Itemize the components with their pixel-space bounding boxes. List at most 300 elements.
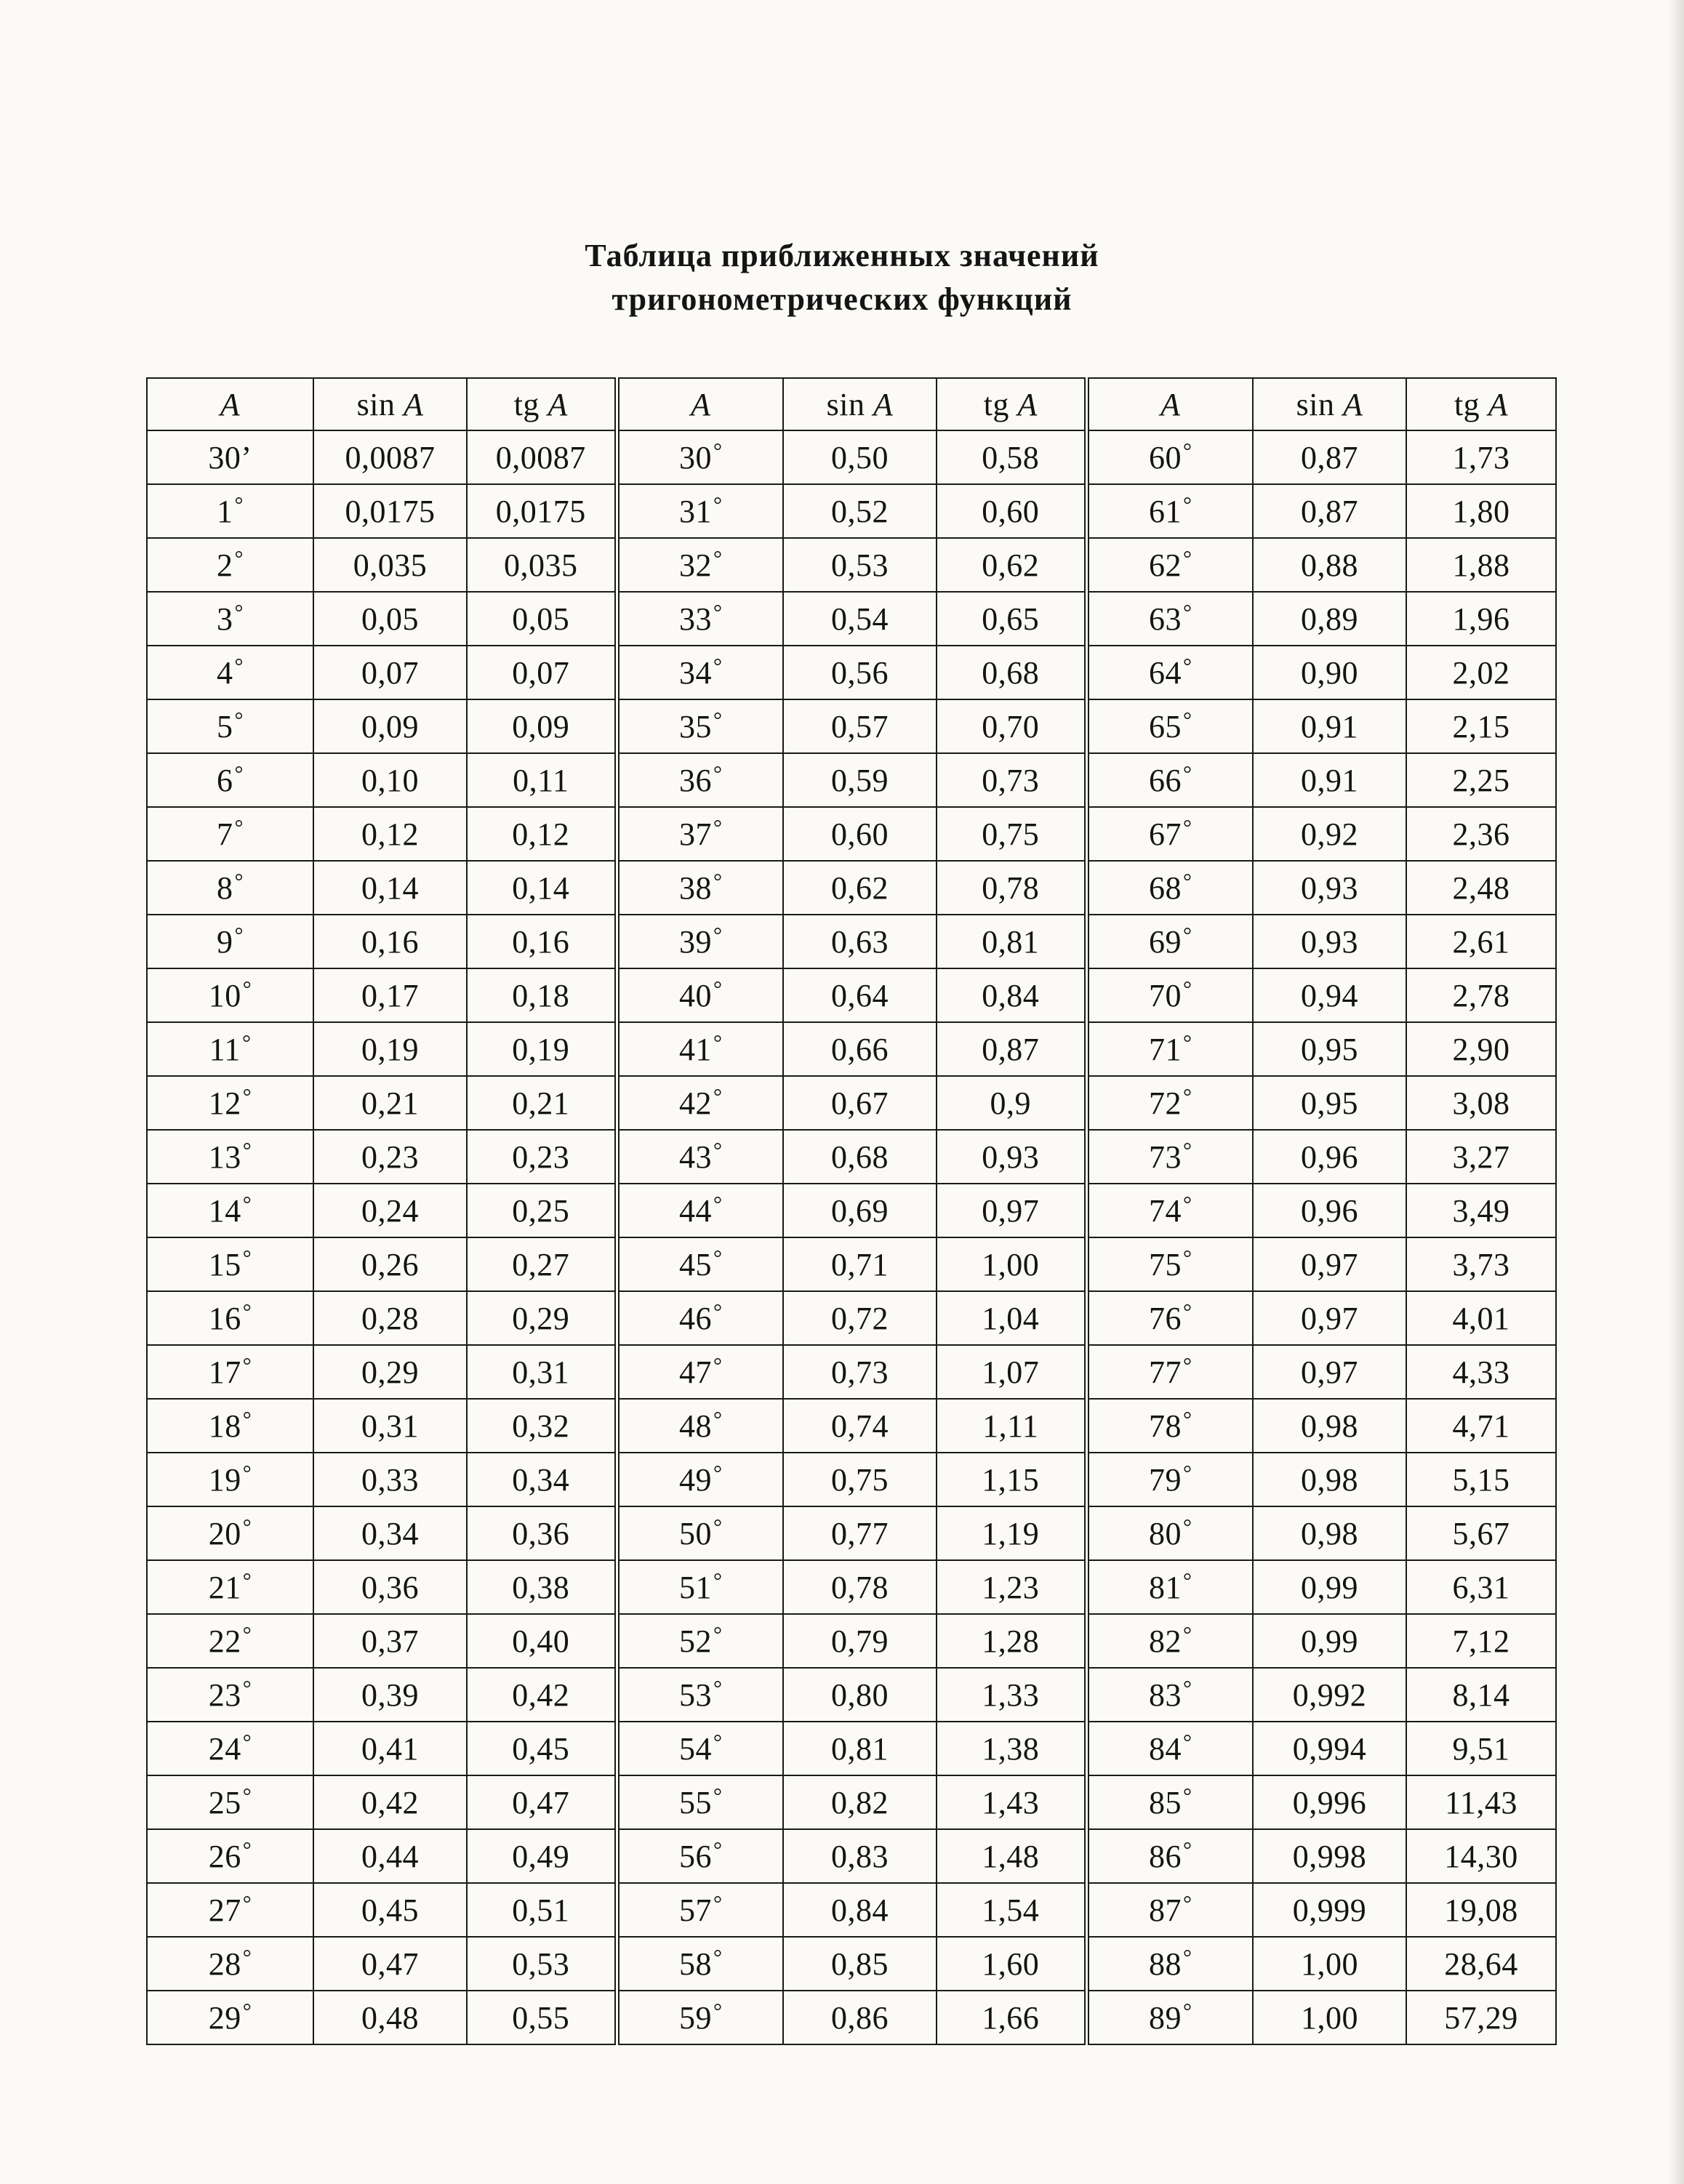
sin-cell: 0,83 [783, 1829, 937, 1883]
angle-cell [1086, 1453, 1253, 1506]
angle-cell [147, 1883, 313, 1937]
degree-mark: ° [234, 707, 244, 732]
tg-cell: 0,53 [467, 1937, 617, 1991]
angle-value: 46 [679, 1300, 712, 1336]
sin-cell: 0,69 [783, 1184, 937, 1237]
angle-cell [617, 1237, 783, 1291]
sin-cell: 0,19 [313, 1022, 467, 1076]
degree-mark: ° [234, 600, 244, 625]
header-angle-label: A [1160, 386, 1181, 422]
table-row [147, 807, 1556, 861]
degree-mark: ° [713, 1622, 723, 1647]
header-sin-prefix: sin [826, 386, 865, 422]
angle-value: 61 [1149, 493, 1182, 529]
angle-cell [617, 430, 783, 484]
degree-mark: ° [713, 1730, 723, 1754]
degree-mark: ° [242, 1837, 252, 1862]
degree-mark: ° [1183, 1461, 1192, 1485]
angle-value: 35 [679, 708, 712, 744]
angle-cell [147, 1775, 313, 1829]
angle-cell [617, 1991, 783, 2044]
degree-mark: ° [1183, 1299, 1192, 1324]
angle-cell [147, 1829, 313, 1883]
angle-cell [1086, 968, 1253, 1022]
header-tg-prefix: tg [983, 386, 1009, 422]
sin-cell: 0,035 [313, 538, 467, 592]
degree-mark: ° [242, 1730, 252, 1754]
degree-mark: ° [1183, 1138, 1192, 1163]
header-sin-var: A [1342, 386, 1363, 422]
sin-cell: 0,78 [783, 1560, 937, 1614]
tg-cell: 0,9 [937, 1076, 1086, 1130]
sin-cell: 0,60 [783, 807, 937, 861]
tg-cell: 2,78 [1406, 968, 1556, 1022]
angle-value: 41 [679, 1031, 712, 1067]
tg-cell: 0,14 [467, 861, 617, 915]
angle-value: 12 [208, 1085, 241, 1121]
angle-value: 15 [208, 1246, 241, 1282]
tg-cell: 1,66 [937, 1991, 1086, 2044]
sin-cell: 0,36 [313, 1560, 467, 1614]
tg-cell: 6,31 [1406, 1560, 1556, 1614]
angle-value: 68 [1149, 870, 1182, 906]
degree-mark: ° [713, 1299, 723, 1324]
angle-value: 17 [208, 1354, 241, 1390]
angle-value: 25 [208, 1784, 241, 1820]
angle-value: 47 [679, 1354, 712, 1390]
angle-value: 34 [679, 654, 712, 691]
sin-cell: 0,98 [1253, 1399, 1406, 1453]
table-row [147, 1722, 1556, 1775]
angle-cell [1086, 1668, 1253, 1722]
tg-cell: 0,78 [937, 861, 1086, 915]
angle-value: 45 [679, 1246, 712, 1282]
angle-value: 73 [1149, 1139, 1182, 1175]
tg-cell: 2,02 [1406, 646, 1556, 699]
sin-cell: 0,41 [313, 1722, 467, 1775]
angle-value: 86 [1149, 1838, 1182, 1874]
degree-mark: ° [713, 600, 723, 625]
degree-mark: ° [713, 1084, 723, 1109]
tg-cell: 0,58 [937, 430, 1086, 484]
degree-mark: ° [242, 1999, 252, 2023]
angle-value: 27 [208, 1892, 241, 1928]
table-row [147, 1614, 1556, 1668]
sin-cell: 0,48 [313, 1991, 467, 2044]
angle-value: 29 [208, 1999, 241, 2036]
angle-value: 84 [1149, 1730, 1182, 1767]
degree-mark: ° [713, 1568, 723, 1593]
angle-cell [617, 538, 783, 592]
angle-cell [1086, 915, 1253, 968]
degree-mark: ° [1183, 1407, 1192, 1432]
angle-value: 7 [217, 816, 233, 852]
angle-cell [147, 646, 313, 699]
degree-mark: ° [1183, 1837, 1192, 1862]
angle-value: 65 [1149, 708, 1182, 744]
degree-mark: ° [1183, 438, 1192, 463]
angle-value: 32 [679, 547, 712, 583]
angle-cell [1086, 1775, 1253, 1829]
tg-cell: 0,29 [467, 1291, 617, 1345]
angle-cell [617, 1022, 783, 1076]
tg-cell: 0,05 [467, 592, 617, 646]
tg-cell: 0,31 [467, 1345, 617, 1399]
table-row [147, 592, 1556, 646]
sin-cell: 0,21 [313, 1076, 467, 1130]
sin-cell: 0,0175 [313, 484, 467, 538]
angle-cell [147, 1937, 313, 1991]
tg-cell: 57,29 [1406, 1991, 1556, 2044]
sin-cell: 1,00 [1253, 1991, 1406, 2044]
angle-value: 53 [679, 1677, 712, 1713]
sin-cell: 0,95 [1253, 1022, 1406, 1076]
sin-cell: 0,93 [1253, 915, 1406, 968]
angle-cell [1086, 538, 1253, 592]
angle-cell [147, 699, 313, 753]
degree-mark: ° [1183, 1783, 1192, 1808]
tg-cell: 0,68 [937, 646, 1086, 699]
sin-cell: 0,75 [783, 1453, 937, 1506]
angle-cell [1086, 1560, 1253, 1614]
angle-value: 3 [217, 601, 233, 637]
table-row [147, 968, 1556, 1022]
degree-mark: ° [242, 1353, 252, 1378]
sin-cell: 0,29 [313, 1345, 467, 1399]
angle-cell [617, 807, 783, 861]
degree-mark: ° [1183, 815, 1192, 840]
angle-cell [617, 1291, 783, 1345]
angle-cell [147, 915, 313, 968]
tg-cell: 0,87 [937, 1022, 1086, 1076]
tg-cell: 1,28 [937, 1614, 1086, 1668]
tg-cell: 0,23 [467, 1130, 617, 1184]
header-sin-var: A [873, 386, 894, 422]
sin-cell: 0,42 [313, 1775, 467, 1829]
sin-cell: 0,84 [783, 1883, 937, 1937]
sin-cell: 0,64 [783, 968, 937, 1022]
angle-value: 30’ [208, 439, 252, 475]
sin-cell: 0,44 [313, 1829, 467, 1883]
sin-cell: 0,994 [1253, 1722, 1406, 1775]
tg-cell: 0,0175 [467, 484, 617, 538]
header-sin [313, 378, 467, 430]
page-title-line-2: тригонометрических функций [612, 281, 1072, 317]
angle-cell [617, 968, 783, 1022]
sin-cell: 1,00 [1253, 1937, 1406, 1991]
sin-cell: 0,90 [1253, 646, 1406, 699]
angle-value: 37 [679, 816, 712, 852]
degree-mark: ° [234, 654, 244, 678]
angle-value: 59 [679, 1999, 712, 2036]
angle-value: 60 [1149, 439, 1182, 475]
tg-cell: 4,33 [1406, 1345, 1556, 1399]
angle-value: 67 [1149, 816, 1182, 852]
degree-mark: ° [1183, 492, 1192, 517]
angle-cell [617, 1883, 783, 1937]
sin-cell: 0,79 [783, 1614, 937, 1668]
angle-cell [1086, 592, 1253, 646]
sin-cell: 0,39 [313, 1668, 467, 1722]
degree-mark: ° [713, 1837, 723, 1862]
tg-cell: 3,08 [1406, 1076, 1556, 1130]
tg-cell: 0,51 [467, 1883, 617, 1937]
sin-cell: 0,34 [313, 1506, 467, 1560]
degree-mark: ° [242, 1622, 252, 1647]
angle-value: 43 [679, 1139, 712, 1175]
angle-cell [147, 430, 313, 484]
tg-cell: 1,73 [1406, 430, 1556, 484]
degree-mark: ° [242, 1245, 252, 1270]
tg-cell: 1,04 [937, 1291, 1086, 1345]
degree-mark: ° [1183, 600, 1192, 625]
angle-cell [617, 1130, 783, 1184]
tg-cell: 2,48 [1406, 861, 1556, 915]
tg-cell: 0,19 [467, 1022, 617, 1076]
angle-value: 55 [679, 1784, 712, 1820]
sin-cell: 0,73 [783, 1345, 937, 1399]
table-row [147, 1345, 1556, 1399]
table-row [147, 1775, 1556, 1829]
degree-mark: ° [1183, 1084, 1192, 1109]
header-sin-prefix: sin [1296, 386, 1335, 422]
tg-cell: 5,15 [1406, 1453, 1556, 1506]
sin-cell: 0,87 [1253, 430, 1406, 484]
angle-value: 89 [1149, 1999, 1182, 2036]
angle-cell [147, 1345, 313, 1399]
sin-cell: 0,992 [1253, 1668, 1406, 1722]
sin-cell: 0,09 [313, 699, 467, 753]
angle-cell [1086, 1184, 1253, 1237]
sin-cell: 0,71 [783, 1237, 937, 1291]
tg-cell: 0,035 [467, 538, 617, 592]
page-title-line-1: Таблица приближенных значений [585, 238, 1099, 273]
tg-cell: 0,21 [467, 1076, 617, 1130]
angle-cell [617, 1399, 783, 1453]
angle-cell [147, 861, 313, 915]
degree-mark: ° [242, 1945, 252, 1970]
header-tg-prefix: tg [513, 386, 540, 422]
tg-cell: 0,18 [467, 968, 617, 1022]
degree-mark: ° [242, 1084, 252, 1109]
sin-cell: 0,86 [783, 1991, 937, 2044]
degree-mark: ° [713, 1999, 723, 2023]
table-row [147, 1883, 1556, 1937]
sin-cell: 0,59 [783, 753, 937, 807]
tg-cell: 1,23 [937, 1560, 1086, 1614]
degree-mark: ° [713, 1030, 723, 1055]
angle-cell [147, 1399, 313, 1453]
angle-value: 62 [1149, 547, 1182, 583]
header-tg-prefix: tg [1454, 386, 1480, 422]
angle-cell [1086, 1291, 1253, 1345]
table-row [147, 861, 1556, 915]
degree-mark: ° [713, 438, 723, 463]
table-header-row [147, 378, 1556, 430]
tg-cell: 19,08 [1406, 1883, 1556, 1937]
degree-mark: ° [713, 654, 723, 678]
angle-value: 18 [208, 1408, 241, 1444]
sin-cell: 0,31 [313, 1399, 467, 1453]
degree-mark: ° [242, 1783, 252, 1808]
sin-cell: 0,77 [783, 1506, 937, 1560]
sin-cell: 0,24 [313, 1184, 467, 1237]
degree-mark: ° [713, 1891, 723, 1916]
degree-mark: ° [234, 869, 244, 894]
sin-cell: 0,99 [1253, 1560, 1406, 1614]
table-row [147, 1991, 1556, 2044]
degree-mark: ° [713, 1514, 723, 1539]
tg-cell: 1,48 [937, 1829, 1086, 1883]
degree-mark: ° [242, 976, 252, 1001]
degree-mark: ° [234, 492, 244, 517]
degree-mark: ° [1183, 1891, 1192, 1916]
angle-value: 38 [679, 870, 712, 906]
angle-value: 88 [1149, 1946, 1182, 1982]
header-tg-var: A [548, 386, 568, 422]
degree-mark: ° [1183, 761, 1192, 786]
angle-value: 51 [679, 1569, 712, 1605]
table-row [147, 1937, 1556, 1991]
degree-mark: ° [713, 815, 723, 840]
sin-cell: 0,996 [1253, 1775, 1406, 1829]
angle-cell [147, 1184, 313, 1237]
angle-cell [147, 1614, 313, 1668]
tg-cell: 0,0087 [467, 430, 617, 484]
sin-cell: 0,94 [1253, 968, 1406, 1022]
sin-cell: 0,93 [1253, 861, 1406, 915]
angle-cell [147, 1291, 313, 1345]
degree-mark: ° [234, 761, 244, 786]
angle-value: 70 [1149, 977, 1182, 1013]
angle-cell [617, 861, 783, 915]
angle-value: 58 [679, 1946, 712, 1982]
tg-cell: 1,60 [937, 1937, 1086, 1991]
table-body [147, 430, 1556, 2044]
angle-cell [617, 915, 783, 968]
trig-table [146, 377, 1557, 2045]
degree-mark: ° [713, 976, 723, 1001]
sin-cell: 0,12 [313, 807, 467, 861]
tg-cell: 0,97 [937, 1184, 1086, 1237]
angle-value: 11 [209, 1031, 241, 1067]
header-tg-var: A [1017, 386, 1038, 422]
sin-cell: 0,50 [783, 430, 937, 484]
angle-value: 21 [208, 1569, 241, 1605]
degree-mark: ° [242, 1461, 252, 1485]
tg-cell: 28,64 [1406, 1937, 1556, 1991]
angle-value: 19 [208, 1461, 241, 1498]
angle-value: 20 [208, 1515, 241, 1551]
tg-cell: 1,33 [937, 1668, 1086, 1722]
degree-mark: ° [713, 707, 723, 732]
degree-mark: ° [1183, 1514, 1192, 1539]
angle-value: 57 [679, 1892, 712, 1928]
angle-cell [1086, 1022, 1253, 1076]
angle-value: 31 [679, 493, 712, 529]
angle-value: 74 [1149, 1192, 1182, 1229]
sin-cell: 0,92 [1253, 807, 1406, 861]
angle-cell [617, 1506, 783, 1560]
degree-mark: ° [1183, 546, 1192, 571]
angle-cell [1086, 861, 1253, 915]
degree-mark: ° [1183, 1676, 1192, 1701]
sin-cell: 0,23 [313, 1130, 467, 1184]
sin-cell: 0,45 [313, 1883, 467, 1937]
angle-cell [1086, 1076, 1253, 1130]
degree-mark: ° [234, 546, 244, 571]
degree-mark: ° [713, 761, 723, 786]
degree-mark: ° [713, 546, 723, 571]
angle-cell [1086, 1883, 1253, 1937]
sin-cell: 0,81 [783, 1722, 937, 1775]
degree-mark: ° [234, 815, 244, 840]
angle-cell [1086, 699, 1253, 753]
table-row [147, 699, 1556, 753]
sin-cell: 0,91 [1253, 699, 1406, 753]
sin-cell: 0,96 [1253, 1130, 1406, 1184]
tg-cell: 4,71 [1406, 1399, 1556, 1453]
sin-cell: 0,10 [313, 753, 467, 807]
angle-value: 16 [208, 1300, 241, 1336]
tg-cell: 2,15 [1406, 699, 1556, 753]
angle-value: 54 [679, 1730, 712, 1767]
sin-cell: 0,95 [1253, 1076, 1406, 1130]
sin-cell: 0,57 [783, 699, 937, 753]
angle-cell [1086, 1399, 1253, 1453]
tg-cell: 2,36 [1406, 807, 1556, 861]
degree-mark: ° [241, 1030, 252, 1055]
sin-cell: 0,68 [783, 1130, 937, 1184]
header-angle [1086, 378, 1253, 430]
angle-value: 79 [1149, 1461, 1182, 1498]
degree-mark: ° [1183, 869, 1192, 894]
angle-cell [147, 753, 313, 807]
degree-mark: ° [1183, 1730, 1192, 1754]
tg-cell: 0,11 [467, 753, 617, 807]
angle-value: 26 [208, 1838, 241, 1874]
tg-cell: 4,01 [1406, 1291, 1556, 1345]
degree-mark: ° [1183, 1353, 1192, 1378]
degree-mark: ° [713, 1783, 723, 1808]
angle-cell [617, 1453, 783, 1506]
header-sin-prefix: sin [356, 386, 396, 422]
sin-cell: 0,98 [1253, 1506, 1406, 1560]
tg-cell: 8,14 [1406, 1668, 1556, 1722]
tg-cell: 1,88 [1406, 538, 1556, 592]
angle-value: 78 [1149, 1408, 1182, 1444]
angle-cell [147, 1722, 313, 1775]
degree-mark: ° [1183, 1945, 1192, 1970]
sin-cell: 0,14 [313, 861, 467, 915]
header-sin [1253, 378, 1406, 430]
sin-cell: 0,87 [1253, 484, 1406, 538]
sin-cell: 0,85 [783, 1937, 937, 1991]
tg-cell: 0,45 [467, 1722, 617, 1775]
tg-cell: 0,38 [467, 1560, 617, 1614]
tg-cell: 0,36 [467, 1506, 617, 1560]
angle-cell [1086, 430, 1253, 484]
tg-cell: 0,70 [937, 699, 1086, 753]
angle-cell [1086, 1614, 1253, 1668]
angle-value: 24 [208, 1730, 241, 1767]
tg-cell: 0,65 [937, 592, 1086, 646]
sin-cell: 0,80 [783, 1668, 937, 1722]
angle-cell [147, 538, 313, 592]
angle-cell [1086, 1937, 1253, 1991]
degree-mark: ° [1183, 1999, 1192, 2023]
angle-cell [617, 1560, 783, 1614]
